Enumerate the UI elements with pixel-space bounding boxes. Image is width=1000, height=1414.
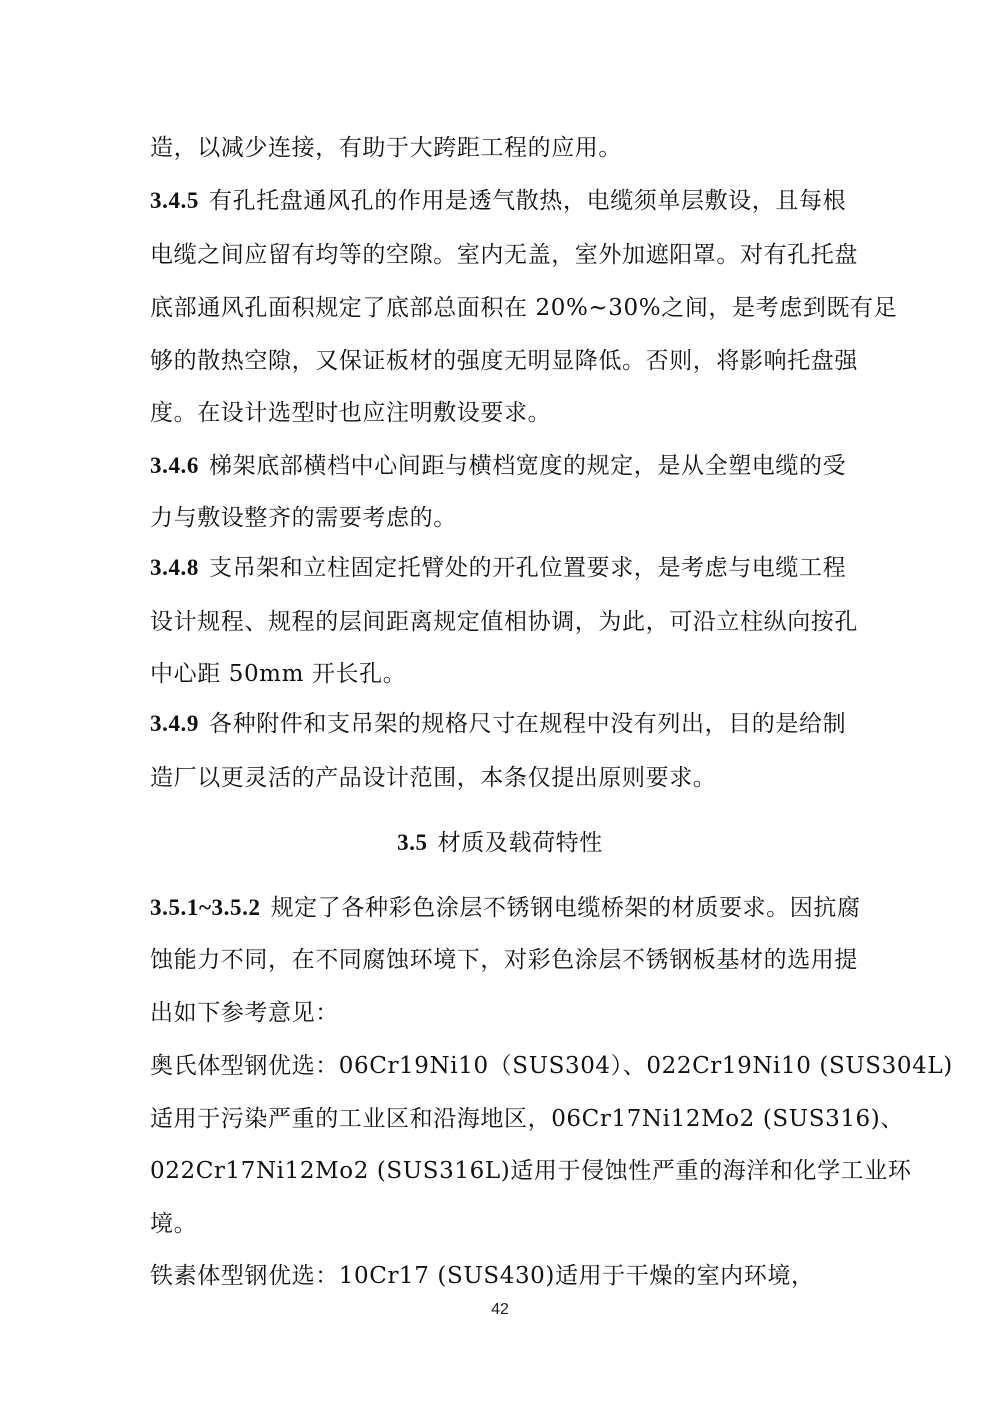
clause-3-4-5-line <box>150 186 846 216</box>
clause-3-4-5-line: 电缆之间应留有均等的空隙。室内无盖，室外加遮阳罩。对有孔托盘 <box>150 242 858 268</box>
clause-3-4-6-line <box>150 451 846 481</box>
clause-3-4-8-line: 中心距 50mm 开长孔。 <box>150 661 407 687</box>
clause-number: 3.4.5 <box>150 188 199 213</box>
austenitic-steel-line: 奥氏体型钢优选：06Cr19Ni10（SUS304）、022Cr19Ni10 (SUS304L) <box>150 1053 953 1079</box>
page-number: 42 <box>491 1301 509 1318</box>
clause-3-4-6-line: 力与敷设整齐的需要考虑的。 <box>150 505 457 531</box>
clause-number: 3.4.9 <box>150 711 199 736</box>
clause-text: 有孔托盘通风孔的作用是透气散热，电缆须单层敷设，且每根 <box>209 188 847 214</box>
clause-3-4-5-line: 够的散热空隙，又保证板材的强度无明显降低。否则，将影响托盘强 <box>150 348 858 374</box>
section-heading <box>0 828 1000 858</box>
clause-3-4-8-line <box>150 553 846 583</box>
clause-3-5-1-line: 蚀能力不同，在不同腐蚀环境下，对彩色涂层不锈钢板基材的选用提 <box>150 947 858 973</box>
clause-3-5-1-line: 出如下参考意见： <box>150 1000 339 1026</box>
clause-text: 规定了各种彩色涂层不锈钢电缆桥架的材质要求。因抗腐 <box>270 895 861 921</box>
clause-number: 3.4.6 <box>150 453 199 478</box>
clause-3-4-9-line: 造厂以更灵活的产品设计范围，本条仅提出原则要求。 <box>150 765 717 791</box>
clause-3-5-1-line <box>150 893 861 923</box>
clause-text: 支吊架和立柱固定托臂处的开孔位置要求，是考虑与电缆工程 <box>209 555 847 581</box>
austenitic-steel-line: 境。 <box>150 1211 198 1237</box>
clause-number: 3.4.8 <box>150 555 199 580</box>
ferritic-steel-line: 铁素体型钢优选：10Cr17 (SUS430)适用于干燥的室内环境， <box>150 1263 815 1289</box>
clause-number: 3.5.1~3.5.2 <box>150 895 261 920</box>
clause-text: 各种附件和支吊架的规格尺寸在规程中没有列出，目的是给制 <box>209 711 847 737</box>
clause-3-4-8-line: 设计规程、规程的层间距离规定值相协调，为此，可沿立柱纵向按孔 <box>150 609 858 635</box>
section-title: 材质及载荷特性 <box>437 830 603 856</box>
clause-3-4-5-line: 底部通风孔面积规定了底部总面积在 20%~30%之间，是考虑到既有足 <box>150 295 898 321</box>
clause-3-4-9-line <box>150 709 846 739</box>
clause-3-4-5-line: 度。在设计选型时也应注明敷设要求。 <box>150 400 552 426</box>
section-number: 3.5 <box>397 830 428 855</box>
austenitic-steel-line: 适用于污染严重的工业区和沿海地区，06Cr17Ni12Mo2 (SUS316)、 <box>150 1106 904 1132</box>
paragraph-continuation-line: 造，以减少连接，有助于大跨距工程的应用。 <box>150 135 622 161</box>
austenitic-steel-line: 022Cr17Ni12Mo2 (SUS316L)适用于侵蚀性严重的海洋和化学工业环 <box>150 1158 912 1184</box>
clause-text: 梯架底部横档中心间距与横档宽度的规定，是从全塑电缆的受 <box>209 453 847 479</box>
